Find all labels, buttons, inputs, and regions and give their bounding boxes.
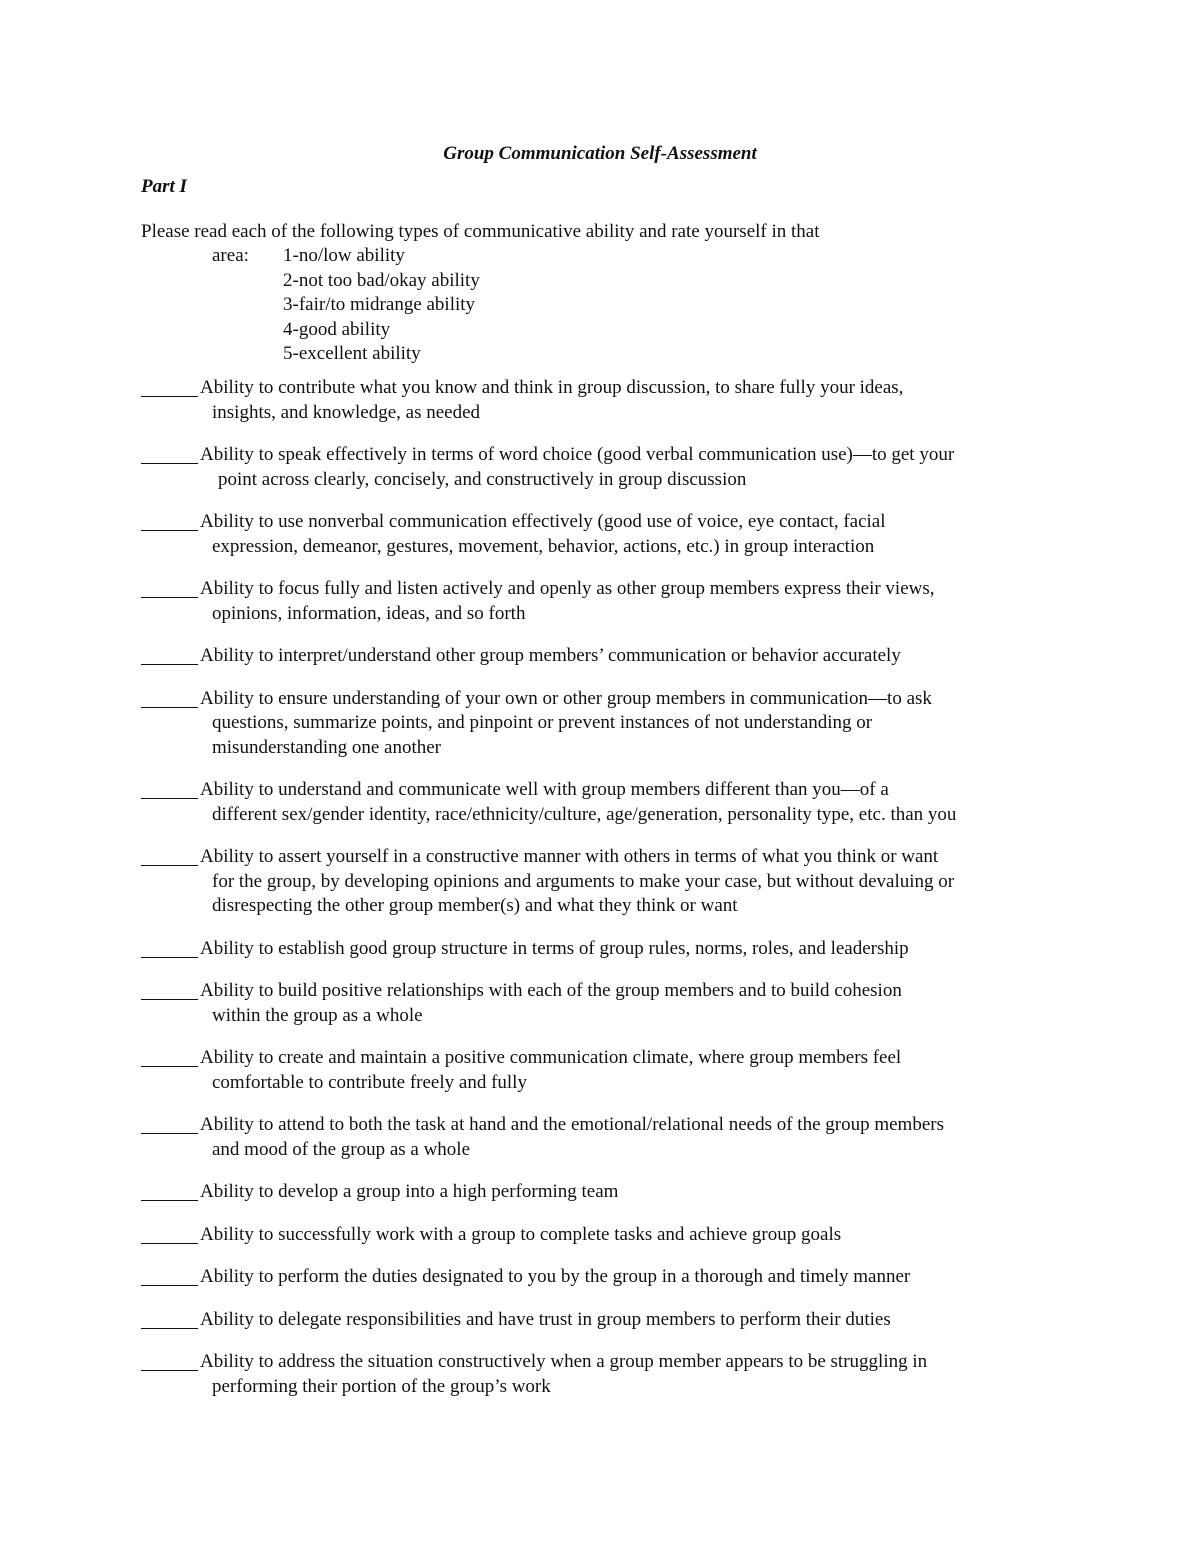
assessment-item: [141, 510, 1071, 559]
rating-blank-line[interactable]: [141, 937, 198, 958]
rating-blank-line[interactable]: [141, 1180, 198, 1201]
assessment-item-continuation: for the group, by developing opinions and arguments to make your case, but without devaluing or: [212, 870, 955, 892]
assessment-item: [141, 937, 1071, 962]
assessment-item-text: Ability to perform the duties designated to you by the group in a thorough and timely manner: [200, 1266, 911, 1287]
rating-blank-line[interactable]: [141, 1265, 198, 1286]
assessment-items-list: [141, 376, 1071, 1399]
rating-scale: [212, 244, 480, 367]
assessment-item: [141, 376, 1071, 425]
part-heading: Part I: [141, 176, 187, 197]
rating-blank-line[interactable]: [141, 979, 198, 1000]
assessment-item-continuation: expression, demeanor, gestures, movement, behavior, actions, etc.) in group interaction: [212, 535, 875, 557]
assessment-item: [141, 778, 1071, 827]
rating-blank-line[interactable]: [141, 1046, 198, 1067]
assessment-item-continuation: misunderstanding one another: [212, 736, 442, 758]
rating-blank-line[interactable]: [141, 1308, 198, 1329]
assessment-item-text: Ability to establish good group structure in terms of group rules, norms, roles, and leadership: [200, 937, 909, 959]
assessment-item-text: Ability to delegate responsibilities and have trust in group members to perform their duties: [200, 1308, 891, 1330]
assessment-item: [141, 845, 1071, 919]
assessment-item: [141, 1265, 1071, 1290]
assessment-item-continuation: opinions, information, ideas, and so forth: [212, 602, 526, 624]
assessment-item-text: Ability to understand and communicate well with group members different than you—of a: [200, 779, 889, 800]
assessment-item: [141, 577, 1071, 626]
rating-blank-line[interactable]: [141, 1350, 198, 1371]
rating-blank-line[interactable]: [141, 510, 198, 531]
rating-scale-row: [212, 244, 480, 269]
assessment-item-continuation: performing their portion of the group’s work: [212, 1375, 551, 1397]
rating-level: 2-not too bad/okay ability: [283, 269, 480, 291]
assessment-item-text: Ability to address the situation constructively when a group member appears to be struggling in: [200, 1351, 928, 1372]
assessment-item-continuation: comfortable to contribute freely and fully: [212, 1071, 527, 1093]
assessment-item-continuation: questions, summarize points, and pinpoint or prevent instances of not understanding or: [212, 712, 873, 733]
assessment-item-text: Ability to assert yourself in a constructive manner with others in terms of what you think or want: [200, 846, 939, 867]
rating-level: 1-no/low ability: [283, 245, 405, 266]
assessment-item-text: Ability to ensure understanding of your own or other group members in communication—to ask: [200, 687, 932, 709]
assessment-item: [141, 979, 1071, 1028]
rating-scale-row: [212, 269, 480, 294]
assessment-item-text: Ability to create and maintain a positive communication climate, where group members feel: [200, 1047, 902, 1068]
assessment-item-text: Ability to focus fully and listen actively and openly as other group members express their views,: [200, 578, 935, 599]
assessment-item-text: Ability to contribute what you know and think in group discussion, to share fully your ideas,: [200, 377, 904, 398]
assessment-item-continuation: and mood of the group as a whole: [212, 1138, 471, 1160]
assessment-item: [141, 1180, 1071, 1205]
rating-level: 5-excellent ability: [283, 343, 421, 364]
rating-blank-line[interactable]: [141, 376, 198, 397]
rating-blank-line[interactable]: [141, 845, 198, 866]
rating-scale-row: [212, 342, 480, 367]
assessment-item-text: Ability to speak effectively in terms of word choice (good verbal communication use)—to get your: [200, 444, 955, 465]
assessment-item: [141, 1046, 1071, 1095]
rating-blank-line[interactable]: [141, 1113, 198, 1134]
assessment-item-text: Ability to interpret/understand other group members’ communication or behavior accurately: [200, 645, 901, 666]
assessment-item-text: Ability to use nonverbal communication effectively (good use of voice, eye contact, facial: [200, 511, 886, 532]
assessment-item-text: Ability to build positive relationships with each of the group members and to build cohesion: [200, 980, 902, 1001]
rating-blank-line[interactable]: [141, 577, 198, 598]
assessment-item-continuation: insights, and knowledge, as needed: [212, 401, 481, 423]
assessment-item-continuation: point across clearly, concisely, and constructively in group discussion: [218, 468, 747, 490]
instructions-text: Please read each of the following types of communicative ability and rate yourself in that: [141, 221, 820, 242]
assessment-item: [141, 1350, 1071, 1399]
assessment-item: [141, 687, 1071, 761]
assessment-item: [141, 1308, 1071, 1333]
assessment-item: [141, 1223, 1071, 1248]
rating-blank-line[interactable]: [141, 778, 198, 799]
rating-level: 3-fair/to midrange ability: [283, 294, 476, 315]
assessment-item: [141, 443, 1071, 492]
assessment-item: [141, 644, 1071, 669]
assessment-item-text: Ability to attend to both the task at hand and the emotional/relational needs of the group members: [200, 1114, 944, 1135]
rating-scale-area-label: area:: [212, 245, 249, 266]
assessment-item-continuation: within the group as a whole: [212, 1004, 423, 1026]
rating-blank-line[interactable]: [141, 687, 198, 708]
rating-blank-line[interactable]: [141, 443, 198, 464]
document-title: Group Communication Self-Assessment: [443, 143, 757, 164]
assessment-item-continuation: disrespecting the other group member(s) and what they think or want: [212, 895, 738, 916]
assessment-item-text: Ability to develop a group into a high performing team: [200, 1181, 619, 1202]
rating-blank-line[interactable]: [141, 644, 198, 665]
rating-scale-row: [212, 318, 480, 343]
assessment-item-text: Ability to successfully work with a group to complete tasks and achieve group goals: [200, 1223, 842, 1245]
assessment-item: [141, 1113, 1071, 1162]
rating-level: 4-good ability: [283, 318, 391, 340]
rating-blank-line[interactable]: [141, 1223, 198, 1244]
assessment-item-continuation: different sex/gender identity, race/ethnicity/culture, age/generation, personality type, etc. than you: [212, 803, 957, 825]
rating-scale-row: [212, 293, 480, 318]
